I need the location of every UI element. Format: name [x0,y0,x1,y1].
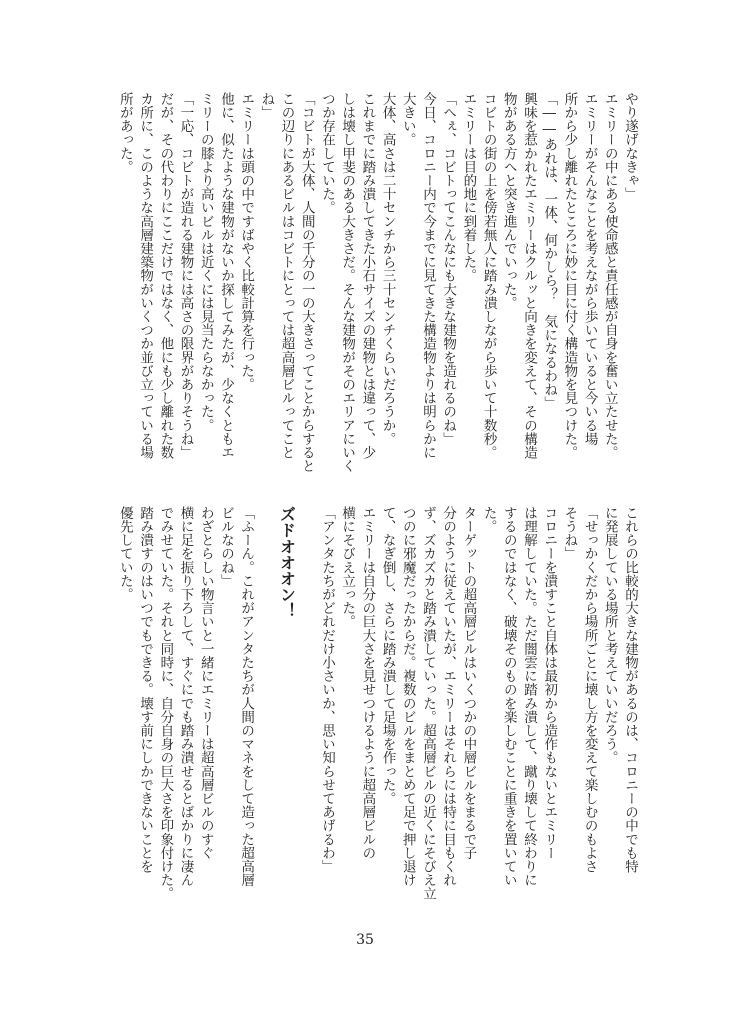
text-line: でみせていた。それと同時に、自分自身の巨大さを印象付けた。 [157,506,174,901]
text-line: エミリーの中にある使命感と責任感が自身を奮い立たせた。 [601,92,618,460]
text-line: 大きい。 [399,92,416,147]
text-line: に発展している場所と考えていいだろう。 [601,506,618,765]
text-line: 「へぇ、コビトってこんなにも大きな建物を造れるのね」 [440,92,457,446]
text-line: ず、ズカズカと踏み潰していった。超高層ビルの近くにそびえ立 [419,506,436,901]
text-line: 「――あれは、一体、何かしら？ 気になるわね」 [541,92,558,410]
text-line: これまでに踏み潰してきた小石サイズの建物とは違って、少 [359,92,376,460]
text-line: た。 [480,506,497,534]
text-line: だが、その代わりにここだけではなく、他にも少し離れた数 [157,92,174,460]
text-line: つのに邪魔だったからだ。複数のビルをまとめて足で押し退け [399,506,416,887]
text-line: わざとらしい物言いと一緒にエミリーは超高層ビルのすぐ [197,506,214,860]
text-line: 分のように従えていたが、エミリーはそれらには特に目もくれ [440,506,457,887]
text-line: 優先していた。 [116,506,133,602]
text-line: やり遂げなきゃ」 [622,92,638,201]
blank-line [297,506,317,908]
text-line: エミリーがそんなことを考えながら歩いていると今いる場 [581,92,598,446]
text-line: 「ふーん。これがアンタたちが人間のマネをして造った超高層 [238,506,255,887]
text-line: ターゲットの超高層ビルはいくつかの中層ビルをまるで子 [460,506,477,860]
text-line: コロニーを潰すこと自体は最初から造作もないとエミリー [541,506,558,860]
text-line: 横に足を振り下ろして、すぐにでも踏み潰せるとばかりに凄ん [177,506,194,887]
text-line: 「せっかくだから場所ごとに壊し方を変えて楽しむのもよさ [581,506,598,874]
text-line: 踏み潰すのはいつでもできる。壊す前にしかできないことを [137,506,154,874]
text-line: 他に、似たような建物がないか探してみたが、少なくともエ [217,92,234,460]
text-line: コビトの街の上を傍若無人に踏み潰しながら歩いて十数秒。 [480,92,497,460]
text-line: カ所に、このような高層建築物がいくつか並び立っている場 [137,92,154,460]
text-line: 物がある方へと突き進んでいった。 [500,92,517,310]
text-line: 興味を惹かれたエミリーはクルッと向きを変えて、その構造 [520,92,537,460]
text-line: そうね」 [561,506,578,561]
text-line: エミリーは目的地に到着した。 [460,92,477,283]
text-line: この辺りにあるビルはコビトにとっては超高層ビルってこと [278,92,295,460]
text-line: ね」 [258,92,275,120]
text-line: これらの比較的大きな建物があるのは、コロニーの中でも特 [622,506,638,874]
text-line: 横にそびえ立った。 [339,506,356,629]
text-block-bottom [92,506,640,908]
text-line: しは壊し甲斐のある大きさだ。そんな建物がそのエリアにいく [339,92,356,473]
text-line: 所があった。 [116,92,133,174]
page-number: 35 [356,932,374,948]
text-line: 大体、高さは二十センチから三十センチくらいだろうか。 [379,92,396,446]
text-line: 今日、コロニー内で今までに見てきた構造物よりは明らかに [419,92,436,460]
text-block-top [92,92,640,488]
text-line: 「アンタたちがどれだけ小さいか、思い知らせてあげるわ」 [318,506,335,874]
blank-line [256,506,276,908]
text-line: ミリーの膝より高いビルは近くには見当たらなかった。 [197,92,214,432]
text-line: エミリーは自分の巨大さを見せつけるように超高層ビルの [359,506,376,860]
text-line: エミリーは頭の中ですばやく比較計算を行った。 [238,92,255,392]
text-line: するのではなく、破壊そのものを楽しむことに重きを置いてい [500,506,517,887]
text-line: は理解していた。ただ闇雲に踏み潰して、蹴り壊して終わりに [520,506,537,887]
text-line: て、なぎ倒し、さらに踏み潰して足場を作った。 [379,506,396,806]
sound-effect-heading: ズドオオオン！ [277,506,297,619]
text-line: 所から少し離れたところに妙に目に付く構造物を見つけた。 [561,92,578,460]
text-line: ビルなのね」 [217,506,234,588]
text-line: 「一応、コビトが造れる建物には高さの限界がありそうね」 [177,92,194,460]
text-line: 「コビトが大体、人間の千分の一の大きさってことからすると [298,92,315,473]
text-line: つか存在していた。 [318,92,335,215]
